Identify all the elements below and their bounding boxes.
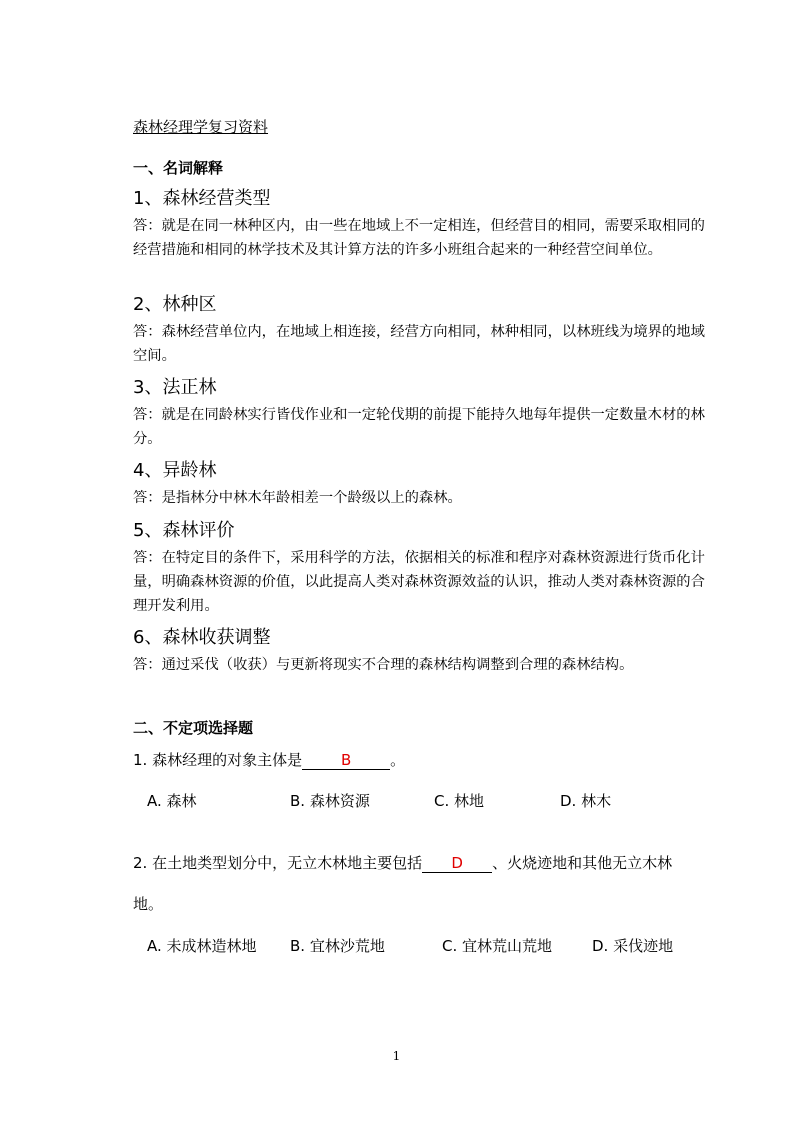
term-title: 1、森林经营类型 (133, 188, 271, 209)
term-answer: 答：森林经营单位内，在地域上相连接，经营方向相同，林种相同，以林班线为境界的地域空间。 (133, 324, 705, 364)
term-title: 4、异龄林 (133, 460, 217, 481)
term-answer: 答：是指林分中林木年龄相差一个龄级以上的森林。 (133, 490, 462, 506)
term-answer: 答：在特定目的条件下，采用科学的方法，依据相关的标准和程序对森林资源进行货币化计量，明确森林资源的价值，以此提高人类对森林资源效益的认识，推动人类对森林资源的合理开发利用。 (133, 550, 705, 614)
option-b: B. 宜林沙荒地 (290, 937, 385, 955)
question-suffix: 。 (390, 751, 406, 769)
term-answer: 答：就是在同一林种区内，由一些在地域上不一定相连，但经营目的相同，需要采取相同的经营措施和相同的林学技术及其计算方法的许多小班组合起来的一种经营空间单位。 (133, 218, 705, 258)
term-answer: 答：就是在同龄林实行皆伐作业和一定轮伐期的前提下能持久地每年提供一定数量木材的林分。 (133, 407, 705, 447)
term-title: 5、森林评价 (133, 520, 235, 541)
option-a: A. 森林 (147, 792, 197, 810)
term-title: 3、法正林 (133, 377, 217, 398)
option-c: C. 林地 (434, 792, 485, 810)
section-heading-definitions: 一、名词解释 (133, 159, 224, 177)
option-a: A. 未成林造林地 (147, 937, 257, 955)
answer-blank: B (302, 751, 390, 770)
question-text: 1. 森林经理的对象主体是 (133, 751, 303, 769)
question-2-continuation: 地。 (133, 895, 164, 913)
term-title: 6、森林收获调整 (133, 627, 271, 648)
option-d: D. 采伐迹地 (592, 937, 674, 955)
term-answer: 答：通过采伐（收获）与更新将现实不合理的森林结构调整到合理的森林结构。 (133, 657, 634, 673)
question-suffix: 、火烧迹地和其他无立木林 (492, 854, 673, 872)
term-title: 2、林种区 (133, 294, 217, 315)
option-c: C. 宜林荒山荒地 (442, 937, 553, 955)
answer-blank: D (422, 854, 492, 873)
page-number: 1 (392, 1049, 401, 1063)
question-2 (133, 852, 672, 873)
section-heading-choice-questions: 二、不定项选择题 (133, 719, 254, 737)
option-d: D. 林木 (560, 792, 612, 810)
question-text: 2. 在土地类型划分中，无立木林地主要包括 (133, 854, 423, 872)
option-b: B. 森林资源 (290, 792, 370, 810)
document-title: 森林经理学复习资料 (133, 118, 269, 136)
question-1 (133, 749, 405, 770)
